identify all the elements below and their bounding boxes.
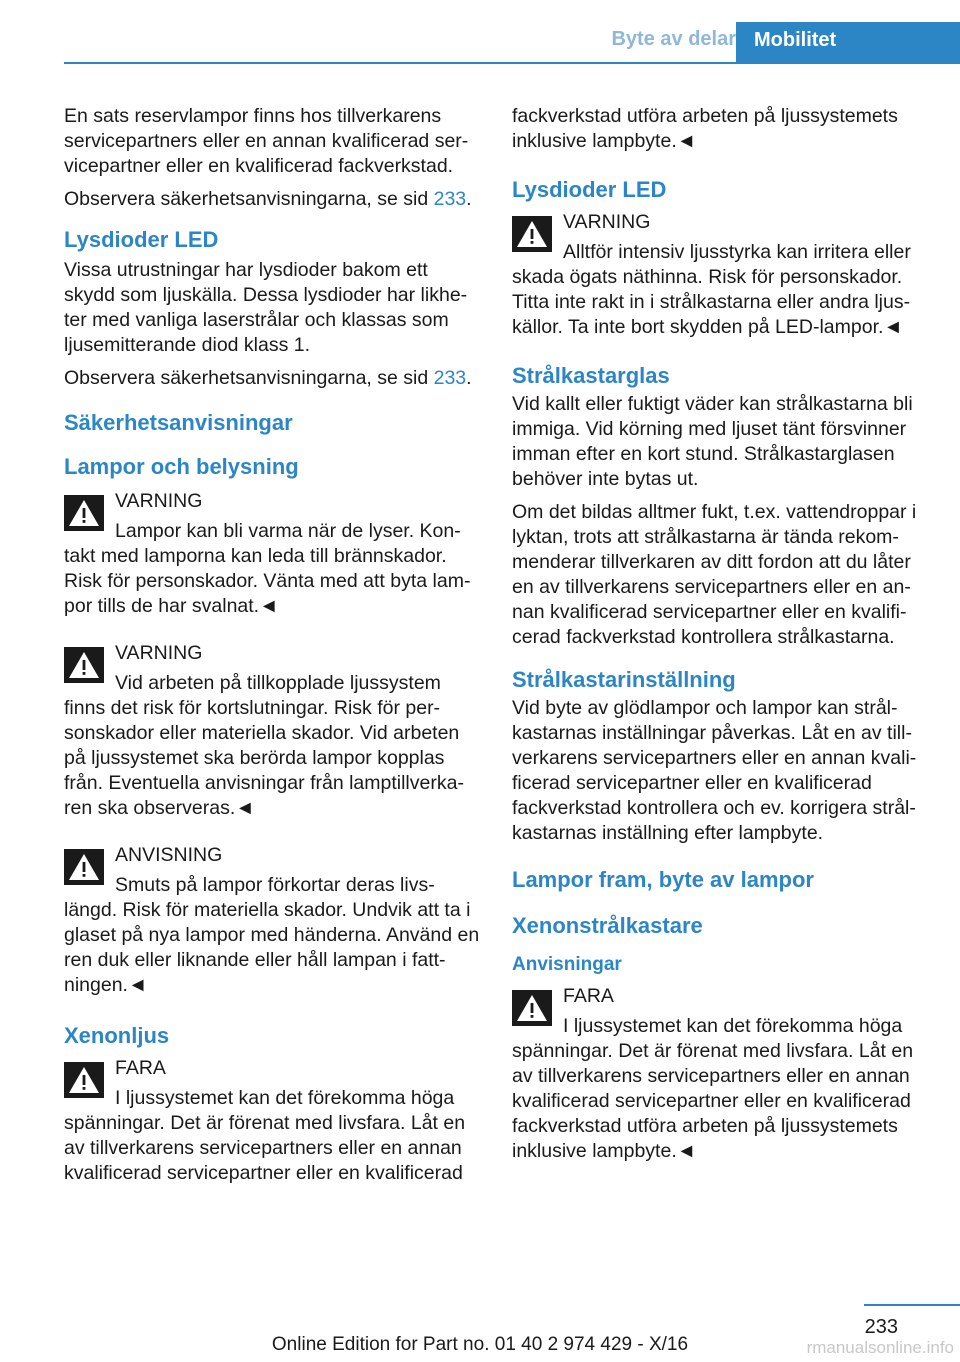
left-column (64, 104, 480, 1198)
paragraph: Vid byte av glödlampor och lampor kan strål‐kastarnas inställningar påverkas. Låt en av till‐verkarens servicepartners eller en annan kvali‐ficerad servicepartner eller en kvalificerad fackverkstad kontrollera och ev. korrigera strål‐kastarnas inställning efter lampbyte. (512, 697, 917, 844)
heading-led: Lysdioder LED (512, 177, 667, 202)
watermark: rmanualsonline.info (806, 1338, 954, 1357)
paragraph: Observera säkerhetsanvisningarna, se sid 233. (64, 367, 472, 389)
page-number: 233 (864, 1316, 898, 1338)
page-link[interactable]: 233 (433, 367, 467, 389)
warning-triangle-icon (512, 216, 552, 252)
warning-triangle-icon (64, 495, 104, 531)
heading-safety: Säkerhetsanvisningar (64, 410, 293, 435)
warning-text: Lampor kan bli varma när de lyser. Kon‐takt med lamporna kan leda till brännskador. Risk för personskador. Vänta med att byta lam‐por tills de har svalnat.◄ (64, 520, 471, 617)
danger-label: FARA (563, 985, 614, 1007)
paragraph: Vid kallt eller fuktigt väder kan strålkastarna bli immiga. Vid körning med ljuset tänt försvinner imman efter en kort stund. Strålkastarglasen behöver inte bytas ut. (512, 393, 913, 490)
notice-block (64, 843, 480, 998)
warning-block (64, 489, 480, 619)
heading-adjust: Strålkastarinställning (512, 667, 736, 692)
warning-triangle-icon (64, 1062, 104, 1098)
danger-block (512, 984, 928, 1164)
warning-triangle-icon (512, 990, 552, 1026)
header-chapter-tab[interactable]: Mobilitet (736, 22, 960, 64)
warning-label: VARNING (563, 211, 651, 233)
danger-text: I ljussystemet kan det förekomma höga spänningar. Det är förenat med livsfara. Låt en av tillverkarens servicepartners eller en annan kvalificerad servicepartner eller en kvalificerad (64, 1087, 466, 1184)
header-rule (64, 62, 960, 64)
danger-label: FARA (115, 1057, 166, 1079)
footer-rule (864, 1304, 960, 1306)
danger-block (64, 1056, 480, 1186)
paragraph: Om det bildas alltmer fukt, t.ex. vattendroppar i lyktan, trots att strålkastarna är tända rekom‐menderar tillverkaren av ditt fordon att du låter en av tillverkarens servicepartners eller en an‐nan kvalificerad servicepartner eller en kvalifi‐cerad fackverkstad kontrollera strålkastarna. (512, 501, 917, 648)
heading-front-lamps: Lampor fram, byte av lampor (512, 867, 814, 892)
header-section-tab[interactable]: Byte av delar (611, 28, 736, 50)
paragraph: En sats reservlampor finns hos tillverkarens servicepartners eller en annan kvalificerad ser‐vicepartner eller en kvalificerad fackverkstad. (64, 105, 469, 177)
heading-xenon: Xenonljus (64, 1023, 170, 1048)
warning-text: Vid arbeten på tillkopplade ljussystem finns det risk för kortslutningar. Risk för per‐sonskador eller materiella skador. Vid arbeten på ljussystemet ska berörda lampor kopplas från. Eventuella anvisningar från lamptillverka‐ren ska observeras.◄ (64, 672, 464, 819)
notice-label: ANVISNING (115, 844, 223, 866)
warning-triangle-icon (64, 647, 104, 683)
heading-led: Lysdioder LED (64, 227, 219, 252)
warning-block (64, 641, 480, 821)
page-header (0, 22, 960, 64)
page-link[interactable]: 233 (433, 188, 467, 210)
warning-triangle-icon (64, 849, 104, 885)
warning-text: Alltför intensiv ljusstyrka kan irritera eller skada ögats näthinna. Risk för personskador. Titta inte rakt in i strålkastarna eller andra ljus‐källor. Ta inte bort skydden på LED-lampor.◄ (512, 241, 911, 338)
warning-block (512, 210, 928, 340)
heading-glass: Strålkastarglas (512, 363, 670, 388)
heading-notes: Anvisningar (512, 954, 622, 975)
warning-label: VARNING (115, 490, 203, 512)
heading-xenon-headlights: Xenonstrålkastare (512, 913, 703, 938)
warning-label: VARNING (115, 642, 203, 664)
paragraph: fackverkstad utföra arbeten på ljussystemets inklusive lampbyte.◄ (512, 105, 898, 152)
paragraph: Observera säkerhetsanvisningarna, se sid 233. (64, 188, 472, 210)
edition-line: Online Edition for Part no. 01 40 2 974 429 - X/16 (271, 1334, 689, 1355)
notice-text: Smuts på lampor förkortar deras livs‐längd. Risk för materiella skador. Undvik att ta i glaset på nya lampor med händerna. Använd en ren duk eller liknande eller håll lampan i fatt‐ningen.◄ (64, 874, 480, 996)
danger-text: I ljussystemet kan det förekomma höga spänningar. Det är förenat med livsfara. Låt en av tillverkarens servicepartners eller en annan kvalificerad servicepartner eller en kvalificerad fackverkstad utföra arbeten på ljussystemets inklusive lampbyte.◄ (512, 1015, 914, 1162)
right-column (512, 104, 928, 1176)
heading-lamps: Lampor och belysning (64, 454, 299, 479)
paragraph: Vissa utrustningar har lysdioder bakom ett skydd som ljuskälla. Dessa lysdioder har likhe‐ter med vanliga laserstrålar och klassas som ljusemitterande diod klass 1. (64, 259, 468, 356)
